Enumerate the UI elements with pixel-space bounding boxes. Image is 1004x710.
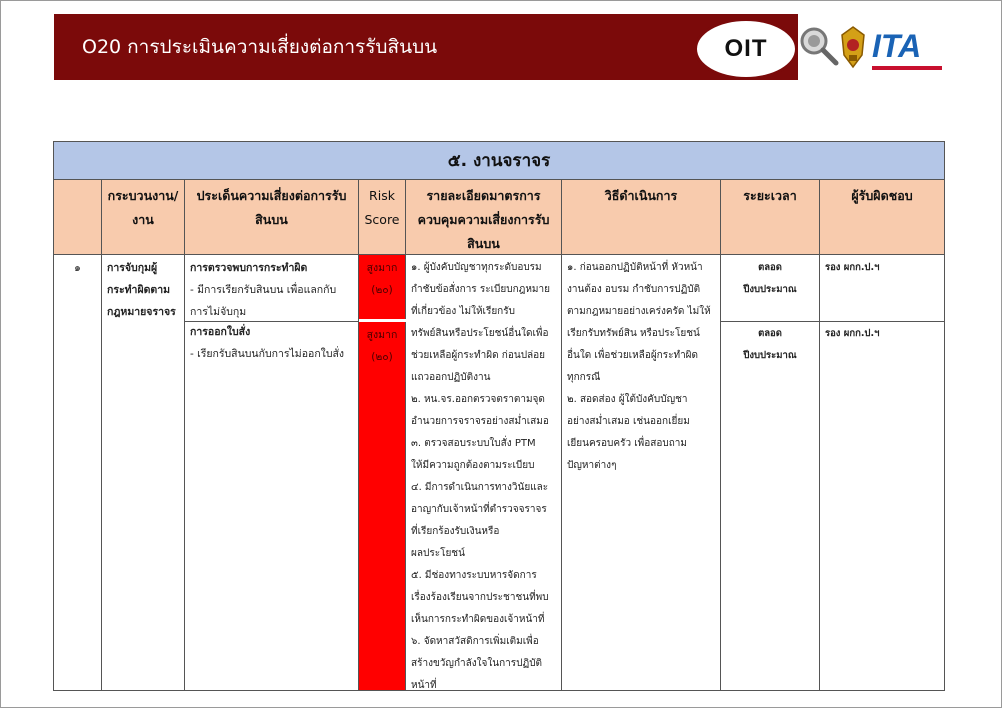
ita-logo-underline	[872, 66, 942, 70]
control-line: ๑. ผู้บังคับบัญชาทุกระดับอบรม	[411, 262, 542, 273]
control-line: เห็นการกระทำผิดของเจ้าหน้าที่	[411, 614, 545, 625]
control-line: ให้มีความถูกต้องตามระเบียบ	[411, 460, 535, 471]
responsible-1: รอง ผกก.ป.ฯ	[825, 262, 880, 273]
method-line: เรียกรับทรัพย์สิน หรือประโยชน์	[567, 328, 700, 339]
control-details	[406, 255, 562, 691]
method-line: งานต้อง อบรม กำชับการปฏิบัติ	[567, 284, 701, 295]
col-header-no	[54, 180, 102, 255]
risk-issue-2	[190, 321, 353, 365]
risk-score-1-value: (๒๐)	[371, 284, 393, 296]
control-line: แถวออกปฏิบัติงาน	[411, 372, 491, 383]
period-1	[726, 257, 814, 323]
period-2-line2: ปีงบประมาณ	[743, 350, 797, 361]
logo-panel	[798, 14, 947, 80]
control-line: อำนวยการจราจรอย่างสม่ำเสมอ	[411, 416, 549, 427]
col-header-control-details: รายละเอียดมาตรการควบคุมความเสี่ยงการรับสินบน	[406, 180, 562, 255]
oit-logo	[694, 18, 798, 80]
risk-issue-2-title: การออกใบสั่ง	[190, 326, 251, 338]
control-line: ทรัพย์สินหรือประโยชน์อื่นใดเพื่อ	[411, 328, 549, 339]
process-name: การจับกุมผู้กระทำผิดตามกฎหมายจราจร	[102, 255, 185, 691]
col-header-process: กระบวนงาน/งาน	[102, 180, 185, 255]
risk-score-2	[359, 322, 406, 691]
control-line: ๒. หน.จร.ออกตรวจตราตามจุด	[411, 394, 545, 405]
method-line: อย่างสม่ำเสมอ เช่นออกเยี่ยม	[567, 416, 690, 427]
method-line: ทุกกรณี	[567, 372, 601, 383]
control-line: ๖. จัดหาสวัสดิการเพิ่มเติมเพื่อ	[411, 636, 539, 647]
magnifier-emblem-icon	[798, 25, 840, 69]
risk-issue-1	[190, 257, 353, 321]
page-title: O20 การประเมินความเสี่ยงต่อการรับสินบน	[82, 36, 438, 58]
control-line: ๓. ตรวจสอบระบบใบสั่ง PTM	[411, 438, 536, 449]
risk-score-1	[359, 255, 406, 319]
method-line: ๒. สอดส่อง ผู้ใต้บังคับบัญชา	[567, 394, 688, 405]
period-1-line1: ตลอด	[758, 262, 782, 273]
header-banner	[54, 14, 947, 80]
control-line: กำชับข้อสั่งการ ระเบียบกฎหมาย	[411, 284, 550, 295]
risk-score-2-value: (๒๐)	[371, 351, 393, 363]
control-line: อาญากับเจ้าหน้าที่ตำรวจจราจร	[411, 504, 547, 515]
responsible-2: รอง ผกก.ป.ฯ	[825, 328, 880, 339]
control-line: เรื่องร้องเรียนจากประชาชนที่พบ	[411, 592, 549, 603]
method-line: ๑. ก่อนออกปฏิบัติหน้าที่ หัวหน้า	[567, 262, 703, 273]
col-header-risk-issue: ประเด็นความเสี่ยงต่อการรับสินบน	[185, 180, 359, 255]
period-1-line2: ปีงบประมาณ	[743, 284, 797, 295]
method-line: เยียนครอบครัว เพื่อสอบถาม	[567, 438, 687, 449]
col-header-period: ระยะเวลา	[721, 180, 820, 255]
col-header-method: วิธีดำเนินการ	[562, 180, 721, 255]
control-line: ช่วยเหลือผู้กระทำผิด ก่อนปล่อย	[411, 350, 546, 361]
control-line: ๕. มีช่องทางระบบหารจัดการ	[411, 570, 537, 581]
control-line: ๔. มีการดำเนินการทางวินัยและ	[411, 482, 549, 493]
risk-table	[53, 141, 945, 691]
risk-divider	[185, 321, 359, 322]
control-line: ที่เรียกร้องรับเงินหรือ	[411, 526, 500, 537]
col-header-risk-score: Risk Score	[359, 180, 406, 255]
method-line: ปัญหาต่างๆ	[567, 460, 617, 471]
control-line: สร้างขวัญกำลังใจในการปฏิบัติ	[411, 658, 543, 669]
col-header-responsible: ผู้รับผิดชอบ	[820, 180, 944, 255]
row-number: ๑	[54, 255, 102, 691]
risk-issue-1-title: การตรวจพบการกระทำผิด	[190, 262, 308, 274]
ita-logo: ITA	[872, 28, 922, 64]
method-line: อื่นใด เพื่อช่วยเหลือผู้กระทำผิด	[567, 350, 699, 361]
period-2-line1: ตลอด	[758, 328, 782, 339]
risk-issue-1-desc: - มีการเรียกรับสินบน เพื่อแลกกับการไม่จับกุม	[190, 284, 337, 318]
control-line: ผลประโยชน์	[411, 548, 465, 559]
oit-logo-text: OIT	[724, 35, 768, 62]
risk-score-1-label: สูงมาก	[366, 262, 398, 274]
section-title: ๕. งานจราจร	[54, 142, 944, 180]
method-line: ตามกฎหมายอย่างเคร่งครัด ไม่ให้	[567, 306, 711, 317]
period-2	[726, 323, 814, 367]
police-emblem-icon	[838, 25, 868, 69]
risk-score-2-label: สูงมาก	[366, 329, 398, 341]
method-column	[562, 255, 721, 691]
control-line: ที่เกี่ยวข้อง ไม่ให้เรียกรับ	[411, 306, 515, 317]
control-line: หน้าที่	[411, 680, 437, 691]
responsible-column	[820, 255, 944, 691]
risk-issue-2-desc: - เรียกรับสินบนกับการไม่ออกใบสั่ง	[190, 348, 345, 360]
